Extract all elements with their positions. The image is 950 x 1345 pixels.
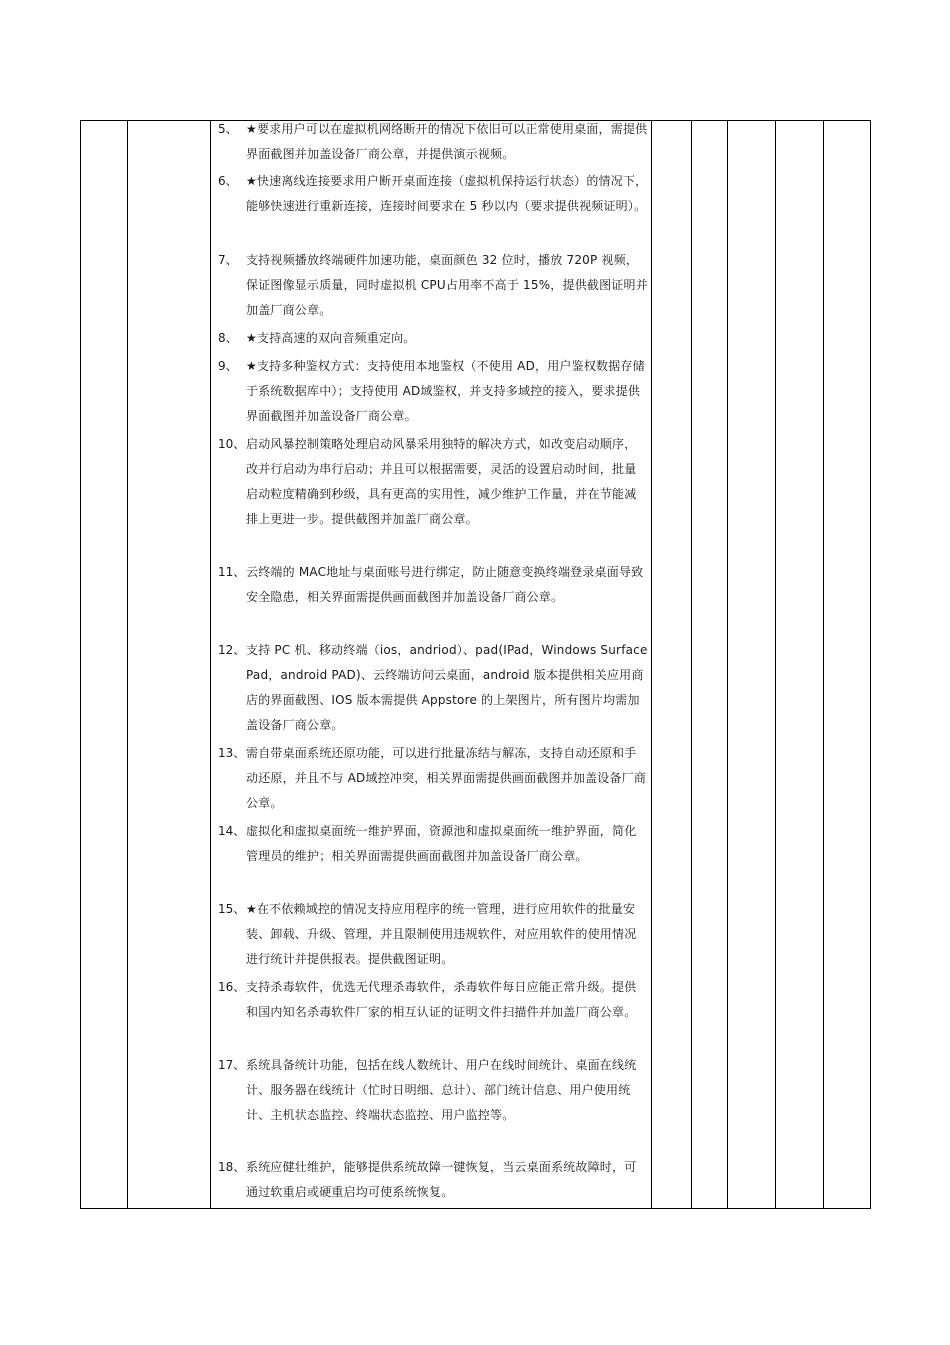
item-number: 8、 [218, 331, 238, 345]
list-item [218, 975, 648, 1025]
item-text: ★支持高速的双向音频重定向。 [246, 331, 416, 345]
list-item [218, 432, 648, 532]
item-text: 系统应健壮维护，能够提供系统故障一键恢复，当云桌面系统故障时，可通过软重启或硬重启均可使系统恢复。 [246, 1160, 637, 1199]
item-number: 18、 [218, 1160, 246, 1174]
item-text: ★在不依赖域控的情况支持应用程序的统一管理，进行应用软件的批量安装、卸载、升级、管理，并且限制使用违规软件，对应用软件的使用情况进行统计并提供报表。提供截图证明。 [246, 902, 637, 966]
list-item [218, 897, 648, 972]
item-text: ★快速离线连接要求用户断开桌面连接（虚拟机保持运行状态）的情况下，能够快速进行重新连接，连接时间要求在 5 秒以内（要求提供视频证明）。 [246, 174, 648, 213]
requirements-cell [210, 121, 651, 1208]
column-divider [691, 121, 692, 1208]
list-item [218, 1053, 648, 1128]
list-item [218, 638, 648, 738]
list-item [218, 560, 648, 610]
list-item [218, 741, 648, 816]
item-number: 16、 [218, 980, 246, 994]
item-number: 12、 [218, 643, 246, 657]
item-number: 13、 [218, 746, 246, 760]
item-text: ★要求用户可以在虚拟机网络断开的情况下依旧可以正常使用桌面，需提供界面截图并加盖设备厂商公章，并提供演示视频。 [246, 122, 648, 161]
list-item [218, 819, 648, 869]
list-item [218, 326, 648, 351]
list-item [218, 248, 648, 323]
column-divider [775, 121, 776, 1208]
item-text: 支持视频播放终端硬件加速功能，桌面颜色 32 位时，播放 720P 视频，保证图像显示质量，同时虚拟机 CPU占用率不高于 15%，提供截图证明并加盖厂商公章。 [246, 253, 648, 317]
item-text: ★支持多种鉴权方式：支持使用本地鉴权（不使用 AD，用户鉴权数据存储于系统数据库中）；支持使用 AD域鉴权，并支持多域控的接入，要求提供界面截图并加盖设备厂商公章。 [246, 359, 645, 423]
list-item [218, 354, 648, 429]
item-number: 6、 [218, 174, 238, 188]
list-item [218, 169, 648, 219]
item-text: 云终端的 MAC地址与桌面账号进行绑定，防止随意变换终端登录桌面导致安全隐患，相关界面需提供画面截图并加盖设备厂商公章。 [246, 565, 644, 604]
item-text: 系统具备统计功能，包括在线人数统计、用户在线时间统计、桌面在线统计、服务器在线统计（忙时日明细、总计）、部门统计信息、用户使用统计、主机状态监控、终端状态监控、用户监控等。 [246, 1058, 637, 1122]
item-number: 14、 [218, 824, 246, 838]
item-number: 10、 [218, 437, 246, 451]
list-item [218, 117, 648, 167]
item-number: 11、 [218, 565, 246, 579]
column-divider [127, 121, 128, 1208]
column-divider [651, 121, 652, 1208]
requirements-table [80, 120, 871, 1209]
item-number: 15、 [218, 902, 246, 916]
column-divider [823, 121, 824, 1208]
item-number: 5、 [218, 122, 238, 136]
item-number: 17、 [218, 1058, 246, 1072]
item-text: 支持杀毒软件，优选无代理杀毒软件，杀毒软件每日应能正常升级。提供和国内知名杀毒软件厂家的相互认证的证明文件扫描件并加盖厂商公章。 [246, 980, 637, 1019]
item-text: 需自带桌面系统还原功能，可以进行批量冻结与解冻，支持自动还原和手动还原，并且不与 AD域控冲突，相关界面需提供画面截图并加盖设备厂商公章。 [246, 746, 647, 810]
item-number: 9、 [218, 359, 238, 373]
column-divider [727, 121, 728, 1208]
item-text: 启动风暴控制策略处理启动风暴采用独特的解决方式，如改变启动顺序，改并行启动为串行启动；并且可以根据需要，灵活的设置启动时间，批量启动粒度精确到秒级，具有更高的实用性，减少维护工作量，并在节能减排上更进一步。提供截图并加盖厂商公章。 [246, 437, 637, 526]
item-text: 虚拟化和虚拟桌面统一维护界面，资源池和虚拟桌面统一维护界面，简化管理员的维护；相关界面需提供画面截图并加盖设备厂商公章。 [246, 824, 637, 863]
list-item [218, 1155, 648, 1205]
item-number: 7、 [218, 253, 238, 267]
item-text: 支持 PC 机、移动终端（ios，andriod）、pad(IPad，Windows Surface Pad，android PAD)、云终端访问云桌面，android 版本提供相关应用商店的界面截图、IOS 版本需提供 Appstore 的上架图片，所有图片均需加盖设备厂商公章。 [246, 643, 648, 732]
